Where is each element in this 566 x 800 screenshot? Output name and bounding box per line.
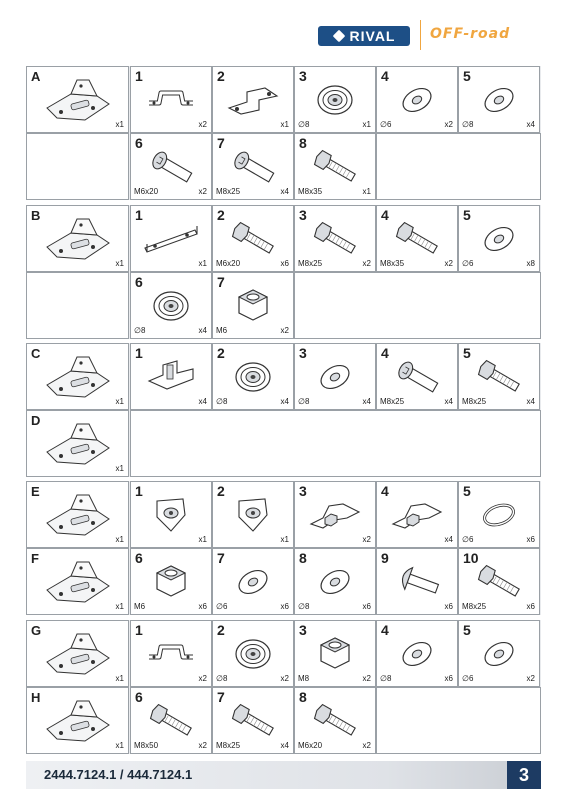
assembly-quantity: x1 (115, 602, 124, 611)
part-cell (294, 481, 376, 548)
shield-icon (332, 30, 345, 43)
washer-icon (459, 220, 539, 257)
part-quantity: x1 (280, 535, 289, 544)
part-quantity: x4 (526, 120, 535, 129)
grommet-icon (213, 635, 293, 672)
washer-icon (295, 563, 375, 600)
part-cell (294, 548, 376, 615)
empty-cell (26, 133, 129, 200)
hex-nut-icon (131, 563, 211, 600)
part-quantity: x6 (280, 259, 289, 268)
part-cell (130, 133, 212, 200)
cage-nut-icon (295, 496, 375, 533)
mount-plate-icon (131, 496, 211, 533)
part-spec: ∅8 (380, 674, 392, 683)
part-number: 2 (217, 68, 225, 84)
grommet-icon (213, 358, 293, 395)
assembly-quantity: x1 (115, 259, 124, 268)
parts-group (26, 620, 541, 754)
part-quantity: x2 (526, 674, 535, 683)
part-number: 5 (463, 207, 471, 223)
assembly-letter: E (31, 484, 40, 499)
part-spec: M8 (298, 674, 310, 683)
part-quantity: x1 (362, 120, 371, 129)
logo-divider (420, 20, 421, 50)
part-cell (130, 481, 212, 548)
part-cell (458, 548, 540, 615)
part-number: 3 (299, 345, 307, 361)
assembly-letter: D (31, 413, 41, 428)
spring-washer-icon (459, 496, 539, 533)
assembly-letter: B (31, 208, 41, 223)
assembly-quantity: x1 (115, 535, 124, 544)
part-cell (212, 272, 294, 339)
part-cell (130, 205, 212, 272)
part-number: 4 (381, 68, 389, 84)
part-number: 7 (217, 550, 225, 566)
part-quantity: x4 (444, 397, 453, 406)
part-number: 6 (135, 689, 143, 705)
part-spec: ∅8 (462, 120, 474, 129)
page-number: 3 (507, 761, 541, 789)
part-quantity: x4 (362, 397, 371, 406)
header (0, 0, 566, 62)
part-quantity: x4 (198, 397, 207, 406)
part-cell (294, 620, 376, 687)
hex-bolt-icon (213, 702, 293, 739)
part-number: 9 (381, 550, 389, 566)
part-quantity: x2 (198, 674, 207, 683)
part-spec: M8x25 (380, 397, 405, 406)
assembly-letter: A (31, 69, 41, 84)
part-spec: ∅8 (298, 602, 310, 611)
part-number: 3 (299, 207, 307, 223)
hex-bolt-icon (295, 702, 375, 739)
part-spec: M8x25 (298, 259, 323, 268)
part-number: 3 (299, 483, 307, 499)
part-quantity: x4 (280, 397, 289, 406)
assembly-quantity: x1 (115, 741, 124, 750)
part-number: 1 (135, 622, 143, 638)
part-number: 8 (299, 689, 307, 705)
part-cell (130, 548, 212, 615)
part-number: 1 (135, 345, 143, 361)
part-quantity: x8 (526, 259, 535, 268)
part-spec: ∅8 (216, 397, 228, 406)
part-quantity: x6 (526, 535, 535, 544)
part-quantity: x6 (280, 602, 289, 611)
part-number: 4 (381, 483, 389, 499)
parts-group (26, 481, 541, 615)
assembly-quantity: x1 (115, 120, 124, 129)
empty-cell (26, 272, 129, 339)
mount-plate-icon (213, 496, 293, 533)
part-number: 10 (463, 550, 479, 566)
rival-logo (318, 26, 410, 46)
cage-nut-icon (377, 496, 457, 533)
part-cell (294, 66, 376, 133)
assembly-letter: F (31, 551, 39, 566)
part-number: 2 (217, 483, 225, 499)
parts-group (26, 66, 541, 200)
part-number: 5 (463, 622, 471, 638)
assembly-quantity: x1 (115, 674, 124, 683)
part-spec: M8x25 (462, 397, 487, 406)
part-quantity: x2 (198, 120, 207, 129)
part-quantity: x2 (362, 259, 371, 268)
part-spec: M6x20 (134, 187, 159, 196)
part-spec: M8x50 (134, 741, 159, 750)
part-quantity: x6 (362, 602, 371, 611)
skid-plate-icon (27, 358, 128, 395)
washer-icon (377, 81, 457, 118)
part-cell (376, 66, 458, 133)
part-spec: ∅6 (462, 259, 474, 268)
part-quantity: x2 (444, 259, 453, 268)
part-cell (130, 272, 212, 339)
part-quantity: x2 (280, 326, 289, 335)
part-cell (212, 687, 294, 754)
assembly-cell-d (26, 410, 129, 477)
part-cell (294, 687, 376, 754)
part-spec: M6x20 (216, 259, 241, 268)
parts-group (26, 343, 541, 477)
part-number: 1 (135, 207, 143, 223)
assembly-cell-e (26, 481, 129, 548)
empty-cell (376, 687, 541, 754)
part-spec: M6 (216, 326, 228, 335)
part-number: 6 (135, 550, 143, 566)
part-number: 4 (381, 207, 389, 223)
part-spec: M6 (134, 602, 146, 611)
grommet-icon (131, 287, 211, 324)
part-spec: ∅8 (216, 674, 228, 683)
part-cell (130, 687, 212, 754)
part-cell (130, 620, 212, 687)
empty-cell (130, 410, 541, 477)
empty-cell (294, 272, 541, 339)
assembly-cell-h (26, 687, 129, 754)
part-number: 2 (217, 345, 225, 361)
part-cell (458, 481, 540, 548)
part-number: 7 (217, 274, 225, 290)
plate-bracket-icon (213, 81, 293, 118)
part-cell (458, 343, 540, 410)
empty-cell (376, 133, 541, 200)
round-head-bolt-icon (377, 358, 457, 395)
part-number: 6 (135, 274, 143, 290)
part-spec: M8x35 (298, 187, 323, 196)
washer-icon (459, 635, 539, 672)
skid-plate-icon (27, 81, 128, 118)
part-cell (376, 548, 458, 615)
part-spec: ∅6 (380, 120, 392, 129)
part-cell (212, 205, 294, 272)
assembly-letter: H (31, 690, 41, 705)
strap-bracket-icon (131, 220, 211, 257)
part-cell (212, 66, 294, 133)
parts-group (26, 205, 541, 339)
part-spec: M8x25 (216, 187, 241, 196)
part-cell (458, 66, 540, 133)
part-quantity: x6 (444, 602, 453, 611)
part-spec: ∅6 (462, 674, 474, 683)
skid-plate-icon (27, 425, 128, 462)
part-cell (376, 343, 458, 410)
bracket-icon (131, 635, 211, 672)
article-code: 2444.7124.1 / 444.7124.1 (44, 767, 193, 782)
part-quantity: x6 (198, 602, 207, 611)
part-number: 5 (463, 345, 471, 361)
part-quantity: x2 (198, 187, 207, 196)
brand-name: RIVAL (349, 28, 396, 44)
part-cell (130, 343, 212, 410)
part-cell (294, 133, 376, 200)
hex-bolt-icon (295, 220, 375, 257)
skid-plate-icon (27, 702, 128, 739)
part-quantity: x4 (280, 187, 289, 196)
part-cell (212, 620, 294, 687)
assembly-cell-a (26, 66, 129, 133)
part-spec: M6x20 (298, 741, 323, 750)
part-number: 7 (217, 689, 225, 705)
part-cell (458, 205, 540, 272)
skid-plate-icon (27, 563, 128, 600)
part-cell (294, 343, 376, 410)
part-number: 7 (217, 135, 225, 151)
assembly-letter: C (31, 346, 41, 361)
part-number: 8 (299, 550, 307, 566)
hex-nut-icon (213, 287, 293, 324)
assembly-cell-f (26, 548, 129, 615)
part-cell (376, 620, 458, 687)
hex-bolt-icon (213, 220, 293, 257)
part-number: 2 (217, 207, 225, 223)
part-spec: ∅6 (216, 602, 228, 611)
grommet-icon (295, 81, 375, 118)
part-spec: ∅6 (462, 535, 474, 544)
part-cell (212, 548, 294, 615)
part-number: 1 (135, 68, 143, 84)
part-quantity: x4 (444, 535, 453, 544)
part-quantity: x1 (362, 187, 371, 196)
part-quantity: x2 (444, 120, 453, 129)
offroad-logo: OFF-road (430, 26, 511, 42)
washer-icon (459, 81, 539, 118)
round-head-bolt-icon (213, 148, 293, 185)
part-quantity: x4 (198, 326, 207, 335)
hex-bolt-icon (459, 358, 539, 395)
part-quantity: x2 (362, 535, 371, 544)
part-quantity: x4 (526, 397, 535, 406)
part-spec: M8x35 (380, 259, 405, 268)
part-quantity: x6 (444, 674, 453, 683)
skid-plate-icon (27, 635, 128, 672)
part-number: 8 (299, 135, 307, 151)
part-quantity: x2 (280, 674, 289, 683)
part-cell (376, 481, 458, 548)
part-number: 5 (463, 68, 471, 84)
assembly-quantity: x1 (115, 464, 124, 473)
washer-icon (295, 358, 375, 395)
part-number: 1 (135, 483, 143, 499)
round-head-bolt-icon (131, 148, 211, 185)
part-cell (212, 133, 294, 200)
part-number: 4 (381, 622, 389, 638)
part-cell (294, 205, 376, 272)
part-spec: M8x25 (462, 602, 487, 611)
part-quantity: x2 (198, 741, 207, 750)
part-quantity: x4 (280, 741, 289, 750)
hex-bolt-icon (131, 702, 211, 739)
part-spec: ∅8 (134, 326, 146, 335)
part-number: 5 (463, 483, 471, 499)
part-cell (212, 343, 294, 410)
part-number: 3 (299, 622, 307, 638)
assembly-cell-b (26, 205, 129, 272)
footer (26, 761, 541, 789)
part-cell (212, 481, 294, 548)
assembly-quantity: x1 (115, 397, 124, 406)
skid-plate-icon (27, 220, 128, 257)
part-quantity: x1 (280, 120, 289, 129)
hex-nut-icon (295, 635, 375, 672)
part-quantity: x1 (198, 535, 207, 544)
hex-bolt-icon (377, 220, 457, 257)
skid-plate-icon (27, 496, 128, 533)
washer-icon (213, 563, 293, 600)
part-quantity: x6 (526, 602, 535, 611)
bracket-icon (131, 81, 211, 118)
part-cell (458, 620, 540, 687)
part-spec: ∅8 (298, 120, 310, 129)
assembly-cell-g (26, 620, 129, 687)
clip-bracket-icon (131, 358, 211, 395)
washer-icon (377, 635, 457, 672)
part-number: 2 (217, 622, 225, 638)
part-number: 6 (135, 135, 143, 151)
part-cell (376, 205, 458, 272)
hex-bolt-icon (459, 563, 539, 600)
assembly-letter: G (31, 623, 42, 638)
part-spec: ∅8 (298, 397, 310, 406)
hex-bolt-icon (295, 148, 375, 185)
part-quantity: x1 (198, 259, 207, 268)
part-cell (130, 66, 212, 133)
part-number: 3 (299, 68, 307, 84)
part-number: 4 (381, 345, 389, 361)
part-spec: M8x25 (216, 741, 241, 750)
part-quantity: x2 (362, 741, 371, 750)
carriage-bolt-icon (377, 563, 457, 600)
assembly-cell-c (26, 343, 129, 410)
part-quantity: x2 (362, 674, 371, 683)
